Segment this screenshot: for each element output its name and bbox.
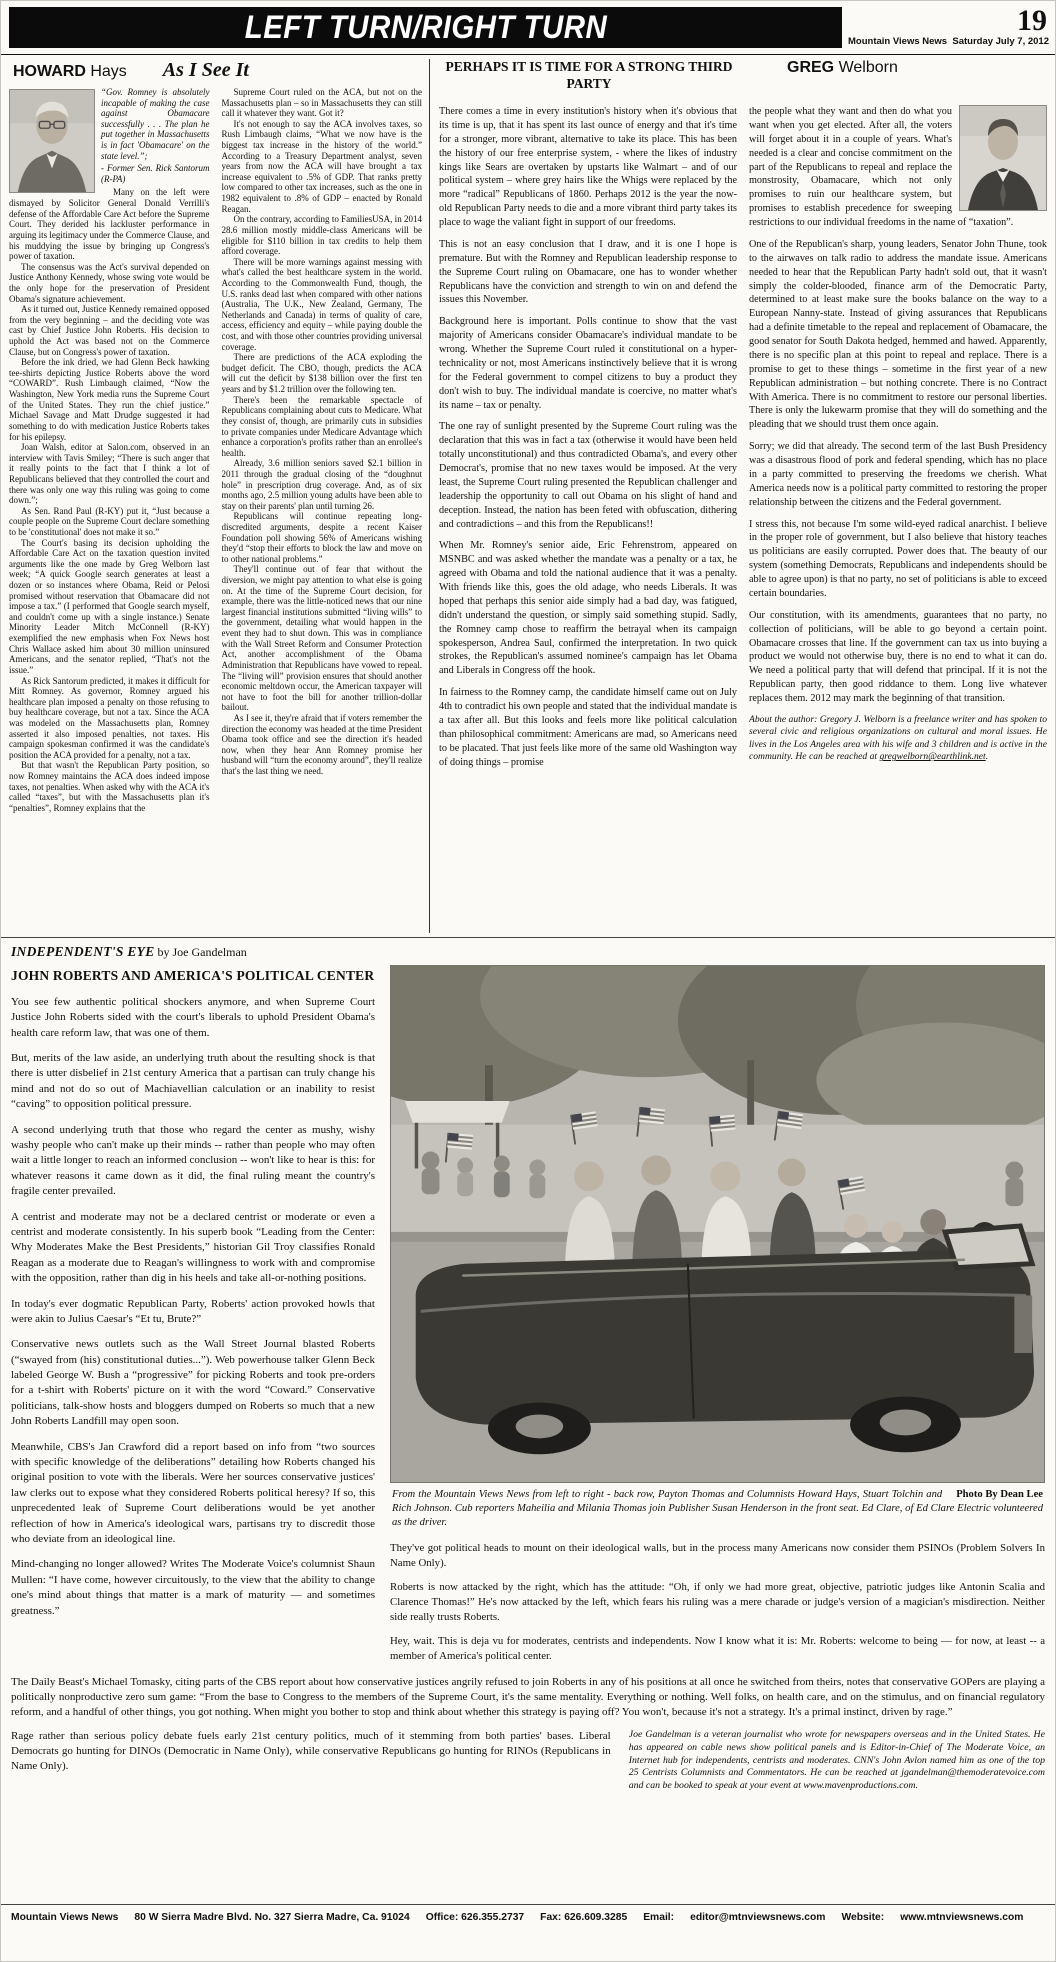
gandelman-article	[1, 937, 1055, 1905]
portrait-illustration	[960, 106, 1046, 210]
portrait-illustration	[10, 90, 94, 192]
article-paragraph: In today's ever dogmatic Republican Party, Roberts' action provoked howls that were akin to Julius Caesar's “Et tu, Brute?”	[11, 1297, 375, 1325]
author-bio: Joe Gandelman is a veteran journalist who wrote for newspapers overseas and in the United States. He has appeared on cable news show political panels and is Editor-in-Chief of The Moderate Voice, an Internet hub for independents, centrists and moderates. CNN's John Avlon named him as one of the top 25 Centrists Columnists and Commentators. He can be reached at jgandelman@themoderatevoice.com and can be booked to speak at your event at www.mavenproductions.com.	[628, 1729, 1045, 1791]
hays-byline	[13, 63, 127, 81]
howard-hays-portrait	[9, 89, 95, 193]
article-paragraph: When Mr. Romney's senior aide, Eric Fehrenstrom, appeared on MSNBC and was asked whether the mandate was a penalty or a tax, he agreed with Obama and told the national audience that it was a penalty. With friends like this, goes the old adage, who needs Liberals. It was hoped that perhaps this senior aide simply had a bad day, was fatigued, didn't understand the question, or simply said something stupid. Sadly, the Romney camp chose to reaffirm the betrayal when its campaign spokesperson, Andrea Saul, confirmed the interpretation. In two quick strokes, the Republican's assumed nominee's campaign has let Obama and Liberals in Congress off the hook.	[439, 540, 737, 677]
article-paragraph: Joan Walsh, editor at Salon.com, observed in an interview with Tavis Smiley; “There is such anger that it really points to the fact that I think a lot of Republicans believed that they controlled the court and there was only one way this ruling was going to come down.”;	[9, 442, 210, 506]
welborn-article	[430, 59, 1047, 933]
article-paragraph: The consensus was the Act's survival depended on Justice Anthony Kennedy, whose swing vote would be the only hope for the preservation of President Obama's signature achievement.	[9, 261, 210, 304]
welborn-byline-first: GREG	[787, 59, 835, 76]
gandelman-final-row	[11, 1729, 1045, 1793]
article-paragraph: A second underlying truth that those who regard the center as mushy, wishy washy people who can't make up their minds -- rather than people who may often wait a little longer to reach an informed conclusion -- won't like to hear is this: for whatever reasons it came down as it did, the final ruling meant the country's fragile center prevailed.	[11, 1123, 375, 1198]
photo-caption-text: From the Mountain Views News from left to right - back row, Payton Thomas and Columnists Howard Hays, Stuart Tolchin and Rich Johnson. Cub reporters Maheilia and Milania Thomas join Publisher Susan Henderson in the front seat. Ed Clare, of Ed Clare Electric volunteered as the driver.	[392, 1489, 1043, 1528]
footer-publication: Mountain Views News	[11, 1912, 119, 1923]
article-paragraph: The one ray of sunlight presented by the Supreme Court ruling was the declaration that this was in fact a tax (otherwise it would have been held totally unconstitutional) and thus contradicted Obama's, and every other Democrat's, promise that no new taxes would be imposed. At the very least, the Supreme Court ruling presented the Republican challenger and leadership the opportunity to call out Obama on his slight of hand and deception. Instead, the nation has been feted with obfuscation, dithering and contradictions – and this from the Republicans!!	[439, 421, 737, 530]
hays-article	[9, 59, 429, 933]
footer-office-phone: Office: 626.355.2737	[425, 1912, 525, 1923]
footer-website-label: Website:	[841, 1912, 885, 1923]
article-paragraph: As it turned out, Justice Kennedy remained opposed from the very beginning – and the deciding vote was cast by Chief Justice John Roberts. His decision to uphold the Act was based not on the Commerce Clause, but on Congress's power of taxation.	[9, 304, 210, 357]
pull-quote: “Gov. Romney is absolutely incapable of making the case against Obamacare successfully . . . The plan he put together in Massachusetts is in fact 'Obamacare' on the state level.”;	[101, 87, 210, 161]
hays-article-header	[9, 59, 422, 87]
article-paragraph: Before the ink dried, we had Glenn Beck hawking tee-shirts depicting Justice Roberts above the word “COWARD”. Rush Limbaugh claimed, “Now the Washington, New York media runs the Supreme Court of the United States. They run the chief justice.” Michael Savage and Matt Drudge suggested it had something to do with medication Justice Roberts takes for his epilepsy.	[9, 357, 210, 442]
section-title: LEFT TURN/RIGHT TURN	[244, 9, 607, 45]
top-articles-section	[1, 55, 1055, 937]
welborn-byline-last: Welborn	[838, 59, 898, 76]
page-number: 19	[1017, 4, 1047, 37]
article-paragraph: This is not an easy conclusion that I draw, and it is one I hope is premature. But with the Romney and Republican leadership response to the Supreme Court ruling on Obamacare, one has to wonder whether Republicans have the conviction and strength to win on and defend the issues this November.	[439, 238, 737, 306]
article-paragraph: You see few authentic political shockers anymore, and when Supreme Court Justice John Roberts sided with the court's liberals to uphold President Obama's health care reform law, that was one of them.	[11, 995, 375, 1039]
welborn-column-1	[439, 105, 737, 933]
hays-columns	[9, 87, 422, 933]
article-paragraph: Our constitution, with its amendments, guarantees that no party, no collection of politicians, will be able to go beyond a certain point. Obamacare crosses that line. If the government can tax us into buying a product we would not otherwise buy, there is no end to what it can do. We need a political party that will defend that principal. If it is not the Republican party, then good riddance to them. Long live whatever replaces them. 2012 may mark the beginning of that transition.	[749, 609, 1047, 704]
gandelman-headline: JOHN ROBERTS AND AMERICA'S POLITICAL CENTER	[11, 968, 375, 983]
hays-column-title: As I See It	[162, 59, 249, 81]
about-author-text: About the author: Gregory J. Welborn is a freelance writer and has spoken to several civic and religious organizations on cultural and moral issues. He lives in the Los Angeles area with his wife and 3 children and is active in the community. He can be reached at	[749, 713, 1047, 763]
kicker-byline: by Joe Gandelman	[154, 945, 247, 959]
article-paragraph: There are predictions of the ACA exploding the budget deficit. The CBO, though, predicts the ACA will cut the deficit by $138 billion over the first ten years and by $1.2 trillion over the following ten.	[221, 352, 422, 395]
article-paragraph-wide: The Daily Beast's Michael Tomasky, citing parts of the CBS report about how conservative justices angrily refused to join Roberts in any of his positions at all once he switched from theirs, notes that conservative GOPers are playing a politically nonproductive zero sum game: “From the base to Congress to the members of the Supreme Court, it's the same mentality. Everything or nothing. Well folks, on health care, and on the stimulus, and on financial regulatory reform, and a handful of other things, you got nothing. When might you bother to stop and think about whether this strategy is paying off? You won't, because it's not a strategy. It's a primal instinct, driven by rage.”	[11, 1675, 1045, 1718]
gandelman-kicker	[11, 944, 1045, 960]
article-paragraph: There will be more warnings against messing with what's called the best healthcare system in the world. According to the Commonwealth Fund, though, the U.S. ranks dead last when compared with other nations (Australia, The U.K., New Zealand, Germany, The Netherlands and Canada) in terms of quality of care, access, efficiency and equity – while paying double the cost, and with those other countries providing universal coverage.	[221, 256, 422, 352]
article-paragraph: Mind-changing no longer allowed? Writes The Moderate Voice's columnist Shaun Mullen: “I have come, however circuitously, to the view that the ability to change one's mind about things that matter is a mark of maturity — and sometimes greatness.”	[11, 1558, 375, 1617]
welborn-column-2	[749, 105, 1047, 933]
article-paragraph: Roberts is now attacked by the right, which has the attitude: “Oh, if only we had more great, objective, patriotic judges like Antonin Scalia and Clarence Thomas!” He's now attacked by the left, which fears his ruling was a mere charade or judge's version of a magician's misdirection. Neither side really trusts Roberts.	[390, 1581, 1045, 1623]
pull-quote-attribution: - Former Sen. Rick Santorum (R-PA)	[101, 163, 210, 184]
article-paragraph: the people what they want and then do what you want when you get elected. After all, the voters will forget about it in a couple of years. What's needed is a clear and concise commitment on the part of the Republicans to repeal and replace the monstrosity, Obamacare, which not only promises to ruin our healthcare system, but promises to establish precedence for sweeping restrictions to our individual freedoms in the name of “taxation”.	[749, 106, 1014, 228]
article-paragraph: Supreme Court ruled on the ACA, but not on the Massachusetts plan – so in Massachusetts they can still call it whatever they want. Got it?	[221, 87, 422, 119]
article-paragraph: In fairness to the Romney camp, the candidate himself came out on July 4th to contradict his own people and stated that the individual mandate is a tax after all. But this looks and feels more like political calculation than philosophical commitment: Americans are mad, so Americans need to be placated. That just feels like more of the same old Washington way of doing things – promise	[439, 687, 737, 768]
article-paragraph: Many on the left were dismayed by Solicitor General Donald Verrilli's defense of the Affordable Care Act before the Supreme Court. They derided his lackluster performance in arguing its legitimacy under the Commerce Clause, and his muddying the issue by bringing up Congress's power of taxation.	[9, 187, 210, 262]
parade-photo	[390, 965, 1045, 1483]
gandelman-right-column	[390, 965, 1045, 1673]
article-paragraph: But, merits of the law aside, an underlying truth about the resulting shock is that there is utter disbelief in 21st century America that a partisan can truly change his mind and not do so out of Machiavellian calculation or an inability to resist “caving” to opposition political pressure.	[11, 1052, 375, 1111]
hays-column-2	[222, 87, 423, 933]
footer-fax: Fax: 626.609.3285	[540, 1912, 628, 1923]
article-paragraph: It's not enough to say the ACA involves taxes, so Rush Limbaugh claims, “What we now have is the biggest tax increase in the history of the world.” According to a Treasury Department analyst, seven years from now the ACA will have brought a tax increase equivalent to .5% of GDP. That ranks pretty low compared to other tax increases, such as the one in 1982 equivalent to .8% of GDP – enacted by Ronald Reagan.	[221, 118, 422, 214]
article-paragraph: Meanwhile, CBS's Jan Crawford did a report based on info from “two sources with specific knowledge of the deliberations” detailing how Roberts changed his original position to vote with the liberals. Were her sources conservative justices' law clerks out to expose what they considered Roberts political heresy? If so, this unprecedented leak of Supreme Court deliberations would be yet another reflection of how in America's ideological wars, partisans try to discredit those who deviate from an ideological line.	[11, 1440, 375, 1545]
gandelman-left-column	[11, 965, 375, 1673]
hays-column-1	[9, 87, 210, 933]
article-paragraph: One of the Republican's sharp, young leaders, Senator John Thune, took to the airwaves on talk radio to address the mandate issue. Americans needed to hear that the Republican Party hadn't sold out, that it wasn't simply the colder-blooded, finance arm of the Democratic Party, determined to at least make sure the books balance on the way to a European Nanny-state. Instead of giving assurances that Republicans had a definite timetable to the repeal and replacement of Obamacare, the good senator for South Dakota hedged, hemmed and hawed. Apparently, there is no specific plan at this point to repeal and replace. There is a promise to get to these things – sometime in the first year of a new Republican administration – but nothing concrete. There is no Contract With America. There is no commitment to restore our personal liberties. There is only the lukewarm promise that they will do something and the pleading that we should trust them once again.	[749, 238, 1047, 431]
article-paragraph: As Sen. Rand Paul (R-KY) put it, “Just because a couple people on the Supreme Court declare something to be 'constitutional' does not make it so.”	[9, 505, 210, 537]
article-paragraph: On the contrary, according to FamiliesUSA, in 2014 28.6 million mostly middle-class Americans will be eligible for $110 billion in tax credits to help them afford coverage.	[221, 214, 422, 257]
article-paragraph: Sorry; we did that already. The second term of the last Bush Presidency was a disastrous flood of pork and federal spending, which has no place in a party committed to preserving the freedoms we cherish. What America needs now is a political party committed to restoring the proper relationship between the citizens and the Federal government.	[749, 441, 1047, 508]
hays-byline-last: Hays	[90, 63, 127, 80]
article-paragraph: Already, 3.6 million seniors saved $2.1 billion in 2011 through the gradual closing of the “doughnut hole” in prescription drug coverage. And, as of six months ago, 2.5 million young adults have been able to stay on their parents' plan until turning 26.	[221, 458, 422, 511]
article-paragraph: As Rick Santorum predicted, it makes it difficult for Mitt Romney. As governor, Romney argued his healthcare plan imposed a penalty on those refusing to buy healthcare coverage, but not a tax. Since the ACA was modeled on the Massachusetts plan, Romney asserted it also imposed penalties, not taxes. His campaign spokesman confirmed it was the candidate's position the ACA provided for a penalty, not a tax.	[9, 675, 210, 760]
article-paragraph: Hey, wait. This is deja vu for moderates, centrists and independents. Now I know what it is: Mr. Roberts: welcome to being — for now, at least -- a member of America's political center.	[390, 1634, 1045, 1662]
parade-photo-illustration	[391, 966, 1044, 1482]
masthead-right	[842, 4, 1049, 47]
article-paragraph: They'll continue out of fear that without the diversion, we might pay attention to what else is going on. At the time of the Supreme Court decision, for example, there was the little-noticed news that our nine largest financial institutions submitted “living wills” to the government, detailing what would happen in the event they had to shut down. This was in compliance with the Wall Street Reform and Consumer Protection Act, another accomplishment of the Obama Administration that Republicans have vowed to repeal. The “living will” provision ensures that should another economic meltdown occur, the American taxpayer will not have to foot the bill for another trillion-dollar bailout.	[221, 564, 422, 713]
article-paragraph: The Court's basing its decision upholding the Affordable Care Act on the taxation question invited arguments like the one made by Greg Welborn last week; “A quick Google search generates at least a dozen or so instances where Obama, Reid or Pelosi promised without reservation that Obamacare did not impose a tax.” (I performed that Google search myself, and couldn't come up with a single instance.) Senate Minority Leader Mitch McConnell (R-KY) exemplified the new emphasis when Fox News host Chris Wallace asked him about 30 million uninsured Americans, and the senator replied, “That's not the issue.”	[9, 537, 210, 675]
article-paragraph: There comes a time in every institution's history when it's obvious that its time is up, that it has spent its last ounce of energy and that it's time for a stronger, more vibrant, alternative to take its place. This has been the history of our free enterprise system, - where the likes of industry kings like Sears are overtaken by upstarts like Walmart – and of our political system – where grey hairs like the Whigs were replaced by the more “radical” Republicans of 1860. Perhaps 2012 is the year the now-old Republican Party needs to die and a more vibrant third party takes its place to wage the valiant fight in support of our freedoms.	[439, 106, 737, 228]
author-email: gregwelborn@earthlink.net	[879, 751, 986, 763]
footer-address: 80 W Sierra Madre Blvd. No. 327 Sierra Madre, Ca. 91024	[134, 1912, 410, 1923]
footer-website: www.mtnviewsnews.com	[900, 1912, 1024, 1923]
article-paragraph: Republicans will continue repeating long-discredited arguments, despite a recent Kaiser Foundation poll showing 56% of Americans wishing they'd “stop their efforts to block the law and move on to other national problems.”	[221, 511, 422, 564]
publication-name: Mountain Views News	[848, 36, 948, 47]
article-paragraph: They've got political heads to mount on their ideological walls, but in the process many Americans now consider them PSINOs (Problem Solvers In Name Only).	[390, 1542, 1045, 1570]
gandelman-body	[11, 965, 1045, 1673]
article-paragraph: I stress this, not because I'm some wild-eyed radical anarchist. I believe in the proper role of government, but I also believe that history teaches us politicians are easily corrupted. Power does that. The beauty of our system (something Democrats, Republicans and independents should be able to agree upon) is that no party, no set of politicians is able to exceed certain boundaries.	[749, 518, 1047, 599]
kicker-title: INDEPENDENT'S EYE	[11, 944, 155, 959]
welborn-headline: PERHAPS IT IS TIME FOR A STRONG THIRD PARTY	[445, 59, 733, 91]
photo-caption	[392, 1488, 1043, 1529]
greg-welborn-portrait	[959, 105, 1047, 211]
article-paragraph: Conservative news outlets such as the Wall Street Journal blasted Roberts (“swayed from (his) constitutional duties...”). Web powerhouse talker Glenn Beck labeled George W. Bush a “progressive” for picking Roberts and took pre-orders for a t-shirt with Roberts' picture on it with the word “Coward.” Conservative politicians, talk-show hosts and bloggers dumped on Roberts so much that a new John Roberts Landfill may open soon.	[11, 1338, 375, 1428]
footer-email-label: Email:	[643, 1912, 675, 1923]
about-author-period: .	[985, 751, 989, 763]
article-paragraph: But that wasn't the Republican Party position, so now Romney maintains the ACA does indeed impose taxes, not penalties. When asked why with the ACA it's called “taxes”, but with the Massachusetts plan it's “penalties”, Romney explains that the	[9, 760, 210, 813]
section-banner	[9, 7, 842, 48]
photo-credit: Photo By Dean Lee	[956, 1489, 1043, 1500]
footer-email: editor@mtnviewsnews.com	[690, 1912, 826, 1923]
welborn-byline	[739, 59, 1047, 77]
article-paragraph: Rage rather than serious policy debate fuels early 21st century politics, much of it stemming from both parties' bases. Liberal Democrats go hunting for DINOs (Democratic in Name Only), while conservative Republicans go hunting for RINOs (Republicans in Name Only).	[11, 1730, 611, 1773]
welborn-article-header	[439, 59, 1047, 105]
hays-byline-first: HOWARD	[13, 63, 86, 80]
article-paragraph: A centrist and moderate may not be a declared centrist or moderate or even a centrist and moderate consistently. In his superb book “Leading from the Center: Why Moderates Make the Best Presidents,” historian Gil Troy classifies Ronald Reagan as a moderate due to Reagan's willingness to work with and compromise with the opposition, rather than dig in his heels and take all-or-nothing positions.	[11, 1210, 375, 1285]
article-paragraph: There's been the remarkable spectacle of Republicans complaining about cuts to Medicare. What they consist of, though, are primarily cuts in subsidies to private companies under Medicare Advantage which enhance a corporation's profits rather than an enrollee's health.	[221, 394, 422, 458]
article-paragraph: Background here is important. Polls continue to show that the vast majority of Americans consider Obamacare's individual mandate to be wrong. Whether the Supreme Court ruled it constitutional on a hyper-technicality or not, most Americans instinctively believe that it is wrong for the Federal government to compel citizens to buy a product they don't wish to buy. The individual mandate is coercive, no matter what's its name – tax or penalty.	[439, 316, 737, 411]
about-author-note	[749, 714, 1047, 764]
masthead	[1, 1, 1055, 55]
welborn-columns	[439, 105, 1047, 933]
page-footer	[1, 1905, 1055, 1930]
publication-date: Saturday July 7, 2012	[952, 36, 1049, 47]
publication-dateline	[848, 36, 1047, 47]
hays-lede	[9, 87, 210, 184]
article-paragraph: As I see it, they're afraid that if voters remember the direction the economy was headed at the time President Obama took office and see the direction it's headed now, when they hear Ann Romney promise her husband will “turn the economy around”, they'll realize that's the last thing we need.	[221, 712, 422, 776]
